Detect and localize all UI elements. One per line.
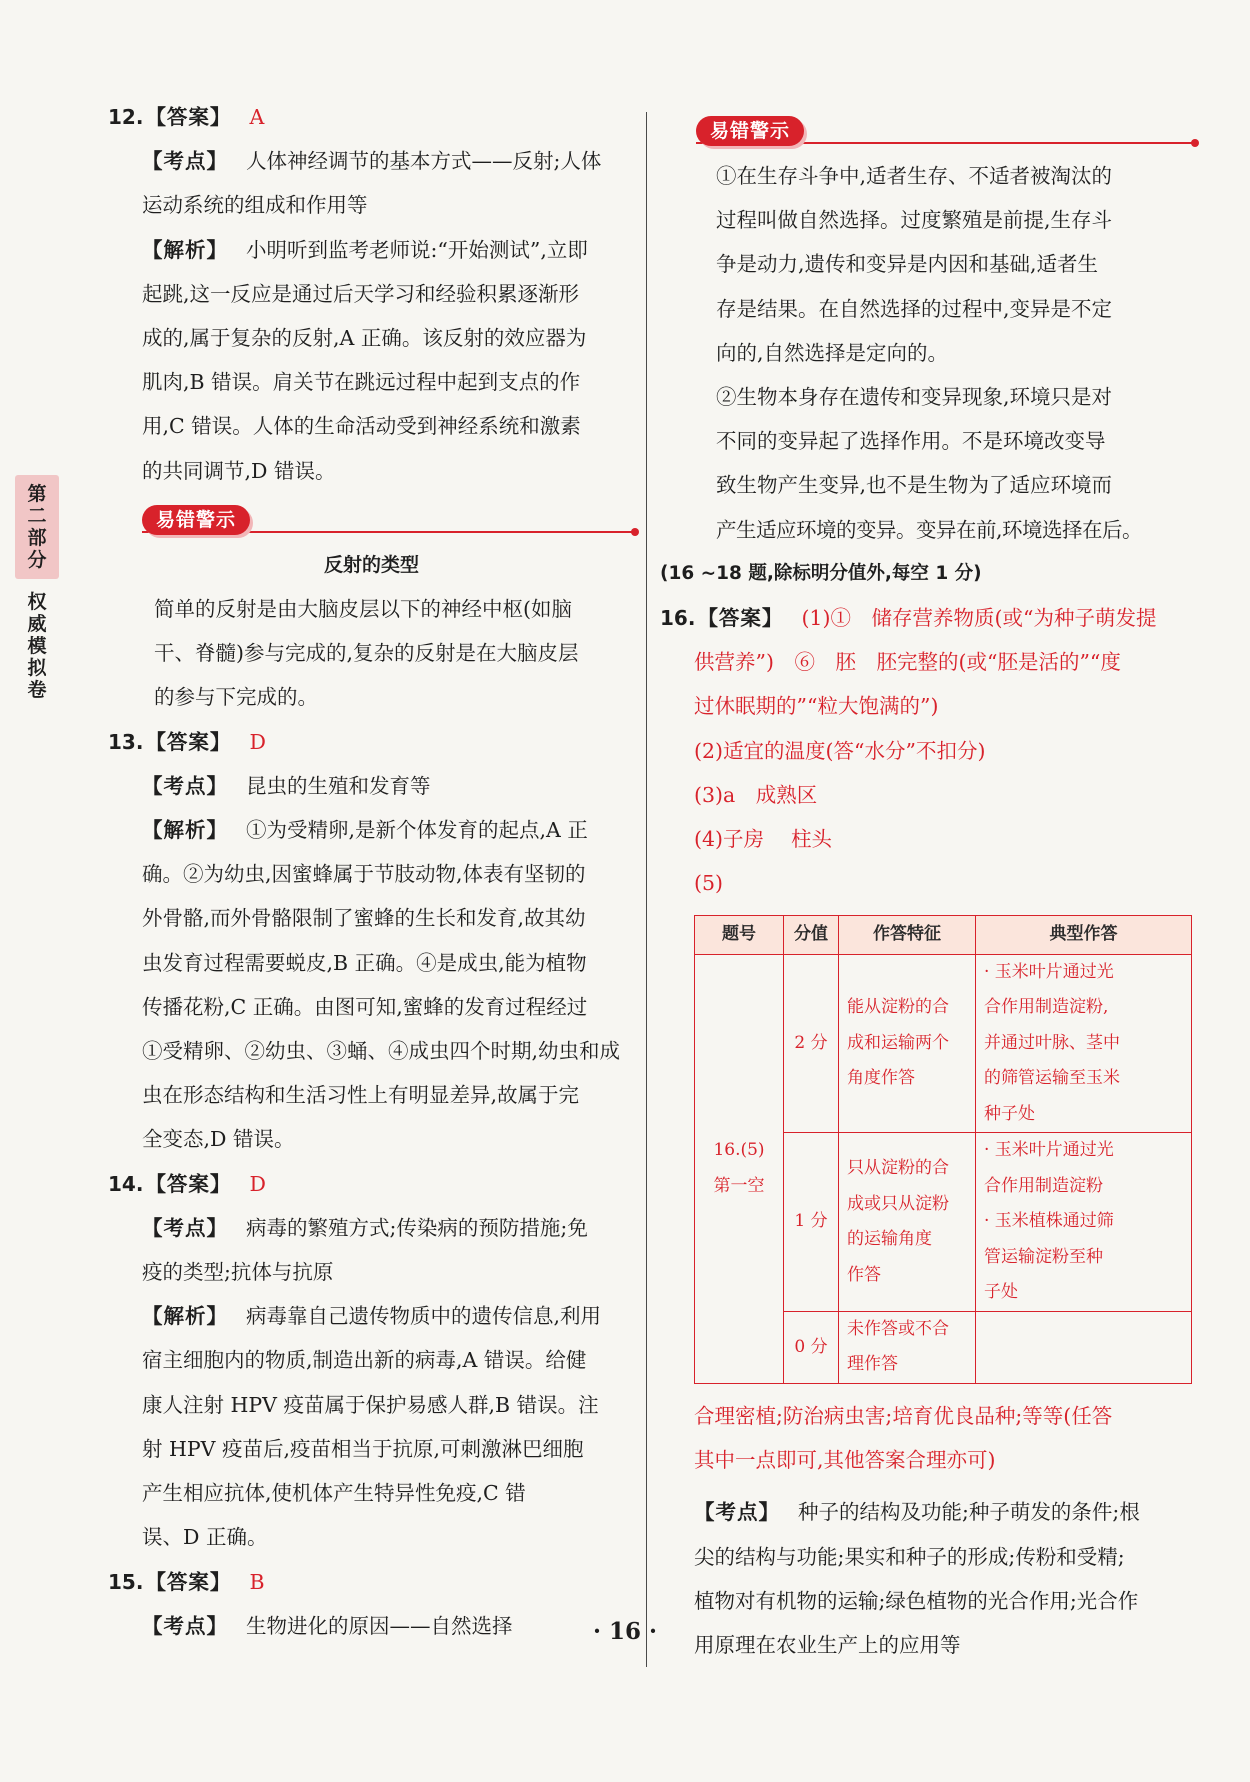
cell-line: 只从淀粉的合 <box>847 1158 949 1179</box>
answer-label: 【答案】 <box>145 105 232 129</box>
side-tab-title <box>15 579 59 713</box>
warning-header <box>142 499 635 539</box>
text-line: 干、脊髓)参与完成的,复杂的反射是在大脑皮层 <box>154 641 579 666</box>
cell-line: 管运输淀粉至种 <box>984 1246 1103 1267</box>
analysis-label: 【解析】 <box>142 237 228 262</box>
cell-line: · 玉米植株通过筛 <box>984 1211 1114 1232</box>
point-label: 【考点】 <box>142 1613 228 1638</box>
text-line: ①在生存斗争中,适者生存、不适者被淘汰的 <box>716 164 1113 188</box>
side-char: 分 <box>27 549 47 571</box>
text-line: 简单的反射是由大脑皮层以下的神经中枢(如脑 <box>154 597 572 622</box>
text-line: 向的,自然选择是定向的。 <box>716 340 949 365</box>
left-column <box>108 95 635 1648</box>
text-line: 的参与下完成的。 <box>154 685 318 710</box>
text-line: 虫在形态结构和生活习性上有明显差异,故属于完 <box>142 1083 580 1108</box>
q16-answer <box>660 596 1195 640</box>
score-cell: 1 分 <box>784 1133 839 1312</box>
feature-cell <box>839 1133 976 1312</box>
text-line: 植物对有机物的运输;绿色植物的光合作用;光合作 <box>694 1588 1139 1613</box>
cell-line: 的筛管运输至玉米 <box>984 1068 1120 1089</box>
table-row <box>695 954 1192 1133</box>
text-line: 病毒靠自己遗传物质中的遗传信息,利用 <box>246 1304 602 1329</box>
cell-line: 成和运输两个 <box>847 1032 949 1053</box>
cell-line: 合作用制造淀粉, <box>984 997 1109 1018</box>
answer-value: 其中一点即可,其他答案合理亦可) <box>694 1448 996 1473</box>
q13-point <box>108 764 635 808</box>
analysis-label: 【解析】 <box>142 1304 228 1329</box>
answer-value: (1)① 储存营养物质(或“为种子萌发提 <box>801 606 1157 631</box>
text-line: 的共同调节,D 错误。 <box>142 458 336 483</box>
q12-answer <box>108 95 635 139</box>
answer-value: (3)a 成熟区 <box>694 782 818 807</box>
warning-dot <box>631 528 639 536</box>
text-line: 肌肉,B 错误。肩关节在跳远过程中起到支点的作 <box>142 370 581 395</box>
side-char: 权 <box>27 591 47 613</box>
cell-line: 第一空 <box>713 1175 765 1196</box>
text-line: 争是动力,遗传和变异是内因和基础,适者生 <box>716 252 1099 277</box>
text-line: ①受精卵、②幼虫、③蛹、④成虫四个时期,幼虫和成 <box>142 1039 621 1064</box>
text-line: 产生相应抗体,使机体产生特异性免疫,C 错 <box>142 1481 526 1506</box>
q15-answer <box>108 1560 635 1604</box>
side-char: 模 <box>27 635 47 657</box>
text-line: 虫发育过程需要蜕皮,B 正确。④是成虫,能为植物 <box>142 950 587 975</box>
q14-answer <box>108 1162 635 1206</box>
answer-value: D <box>249 1171 266 1196</box>
feature-cell <box>839 954 976 1133</box>
text-line: 不同的变异起了选择作用。不是环境改变导 <box>716 429 1106 454</box>
question-number: 16. <box>660 606 696 631</box>
column-divider <box>646 112 647 1667</box>
question-number: 12. <box>108 105 144 129</box>
text-line: 种子的结构及功能;种子萌发的条件;根 <box>798 1500 1140 1525</box>
text-line: 昆虫的生殖和发育等 <box>246 773 431 798</box>
warning-badge: 易错警示 <box>696 116 804 146</box>
text-line: 外骨骼,而外骨骼限制了蜜蜂的生长和发育,故其幼 <box>142 906 586 931</box>
cell-line: 16.(5) <box>713 1140 765 1161</box>
side-tab <box>15 475 59 713</box>
answer-value: B <box>249 1569 265 1594</box>
text-line: 射 HPV 疫苗后,疫苗相当于抗原,可刺激淋巴细胞 <box>142 1436 584 1461</box>
answer-label: 【答案】 <box>145 729 232 754</box>
cell-line: 未作答或不合 <box>847 1318 949 1339</box>
q14-analysis <box>108 1294 635 1338</box>
text-line: 起跳,这一反应是通过后天学习和经验积累逐渐形 <box>142 281 580 306</box>
cell-line: 角度作答 <box>847 1068 915 1089</box>
warning-badge: 易错警示 <box>142 505 250 535</box>
text-line: 小明听到监考老师说:“开始测试”,立即 <box>246 237 588 262</box>
cell-line: 能从淀粉的合 <box>847 997 949 1018</box>
cell-line: · 玉米叶片通过光 <box>984 961 1114 982</box>
side-tab-part <box>15 475 59 579</box>
table-header: 题号 <box>695 916 784 955</box>
score-cell: 2 分 <box>784 954 839 1133</box>
page-number: · 16 · <box>592 1618 658 1645</box>
text-line: 运动系统的组成和作用等 <box>142 193 368 218</box>
side-char: 二 <box>27 505 47 527</box>
scoring-note: (16 ~18 题,除标明分值外,每空 1 分) <box>660 562 982 584</box>
cell-line: · 玉米叶片通过光 <box>984 1140 1114 1161</box>
cell-line: 种子处 <box>984 1103 1035 1124</box>
text-line: 康人注射 HPV 疫苗属于保护易感人群,B 错误。注 <box>142 1392 599 1417</box>
answer-label: 【答案】 <box>697 606 784 631</box>
side-char: 威 <box>27 613 47 635</box>
question-number: 13. <box>108 729 144 754</box>
typical-cell <box>976 954 1192 1133</box>
answer-value: 供营养”) ⑥ 胚 胚完整的(或“胚是活的”“度 <box>694 650 1121 675</box>
text-line: 宿主细胞内的物质,制造出新的病毒,A 错误。给健 <box>142 1348 587 1373</box>
question-number: 14. <box>108 1171 144 1196</box>
question-number: 15. <box>108 1569 144 1594</box>
answer-value: (5) <box>694 871 724 896</box>
warning-header <box>696 110 1195 150</box>
text-line: ②生物本身存在遗传和变异现象,环境只是对 <box>716 385 1113 410</box>
q13-analysis <box>108 808 635 852</box>
q16-point <box>660 1490 1195 1534</box>
analysis-label: 【解析】 <box>142 818 228 843</box>
table-header: 分值 <box>784 916 839 955</box>
warning-dot <box>1191 139 1199 147</box>
text-line: 成的,属于复杂的反射,A 正确。该反射的效应器为 <box>142 326 587 351</box>
text-line: 生物进化的原因——自然选择 <box>246 1613 513 1638</box>
side-char: 卷 <box>27 679 47 701</box>
q13-answer <box>108 720 635 764</box>
score-cell: 0 分 <box>784 1311 839 1383</box>
cell-line: 合作用制造淀粉 <box>984 1175 1103 1196</box>
point-label: 【考点】 <box>694 1500 780 1525</box>
table-header-row <box>695 916 1192 955</box>
answer-value: A <box>249 105 265 129</box>
cell-line: 并通过叶脉、茎中 <box>984 1032 1120 1053</box>
side-char: 拟 <box>27 657 47 679</box>
answer-label: 【答案】 <box>145 1569 232 1594</box>
feature-cell <box>839 1311 976 1383</box>
table-header: 作答特征 <box>839 916 976 955</box>
cell-line: 成或只从淀粉 <box>847 1193 949 1214</box>
text-line: 确。②为幼虫,因蜜蜂属于节肢动物,体表有坚韧的 <box>142 862 586 887</box>
answer-value: 过休眠期的”“粒大饱满的”) <box>694 694 939 719</box>
text-line: 存是结果。在自然选择的过程中,变异是不定 <box>716 296 1113 321</box>
answer-value: D <box>249 729 266 754</box>
answer-value: (4)子房 柱头 <box>694 827 833 852</box>
answer-value: (2)适宜的温度(答“水分”不扣分) <box>694 738 986 763</box>
text-line: 传播花粉,C 正确。由图可知,蜜蜂的发育过程经过 <box>142 994 588 1019</box>
typical-cell <box>976 1311 1192 1383</box>
right-column <box>660 110 1195 1667</box>
cell-line: 子处 <box>984 1282 1018 1303</box>
text-line: 疫的类型;抗体与抗原 <box>142 1260 334 1285</box>
question-cell <box>695 954 784 1383</box>
q14-point <box>108 1206 635 1250</box>
text-line: 全变态,D 错误。 <box>142 1127 295 1152</box>
typical-cell <box>976 1133 1192 1312</box>
cell-line: 作答 <box>847 1264 881 1285</box>
side-char: 第 <box>27 483 47 505</box>
warning-title: 反射的类型 <box>323 553 419 576</box>
text-line: 误、D 正确。 <box>142 1525 268 1550</box>
table-header: 典型作答 <box>976 916 1192 955</box>
text-line: 人体神经调节的基本方式——反射;人体 <box>246 149 602 174</box>
text-line: 用,C 错误。人体的生命活动受到神经系统和激素 <box>142 414 581 439</box>
text-line: 过程叫做自然选择。过度繁殖是前提,生存斗 <box>716 208 1113 233</box>
point-label: 【考点】 <box>142 149 228 174</box>
cell-line: 理作答 <box>847 1354 898 1375</box>
text-line: 尖的结构与功能;果实和种子的形成;传粉和受精; <box>694 1544 1125 1569</box>
text-line: ①为受精卵,是新个体发育的起点,A 正 <box>246 818 588 843</box>
text-line: 致生物产生变异,也不是生物为了适应环境而 <box>716 473 1113 498</box>
q12-analysis <box>108 228 635 272</box>
answer-value: 合理密植;防治病虫害;培育优良品种;等等(任答 <box>694 1403 1113 1428</box>
q12-point <box>108 139 635 183</box>
text-line: 病毒的繁殖方式;传染病的预防措施;免 <box>246 1215 588 1240</box>
cell-line: 的运输角度 <box>847 1229 932 1250</box>
side-char: 部 <box>27 527 47 549</box>
text-line: 产生适应环境的变异。变异在前,环境选择在后。 <box>716 517 1143 542</box>
point-label: 【考点】 <box>142 1215 228 1240</box>
scoring-table <box>694 915 1192 1384</box>
point-label: 【考点】 <box>142 773 228 798</box>
text-line: 用原理在农业生产上的应用等 <box>694 1632 961 1657</box>
answer-label: 【答案】 <box>145 1171 232 1196</box>
